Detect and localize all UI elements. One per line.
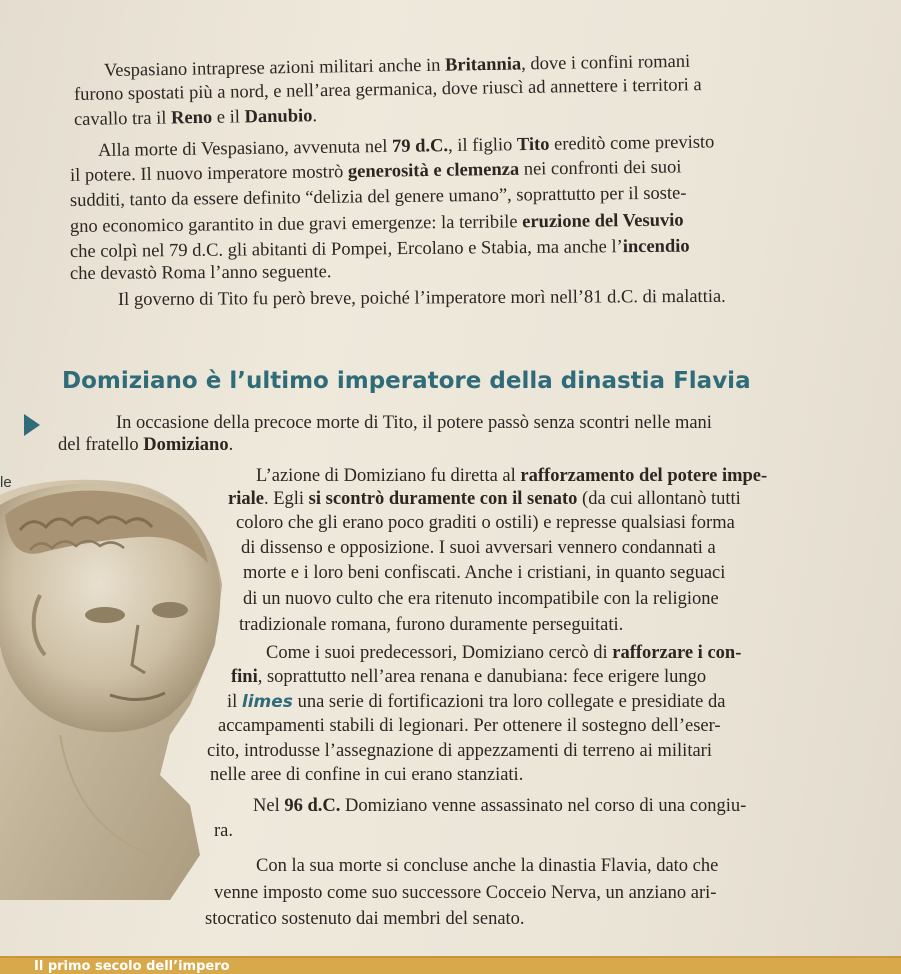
- text-line: Vespasiano intraprese azioni militari anche in Britannia, dove i confini romani: [103, 51, 691, 81]
- text-line: coloro che gli erano poco graditi o ostili) e represse qualsiasi forma: [236, 513, 735, 533]
- text-line: di dissenso e opposizione. I suoi avversari vennero condannati a: [241, 538, 716, 558]
- text-line: tradizionale romana, furono duramente perseguitati.: [239, 615, 624, 635]
- text-line: cito, introdusse l’assegnazione di appezzamenti di terreno ai militari: [207, 741, 712, 761]
- play-triangle-icon: [24, 414, 40, 436]
- text-line: venne imposto come suo successore Cocceio Nerva, un anziano ari-: [214, 883, 717, 903]
- text-line: di un nuovo culto che era ritenuto incompatibile con la religione: [243, 589, 719, 609]
- text-line: riale. Egli si scontrò duramente con il senato (da cui allontanò tutti: [228, 489, 741, 509]
- text-line: Alla morte di Vespasiano, avvenuta nel 79 d.C., il figlio Tito ereditò come previsto: [97, 132, 715, 161]
- text-line: In occasione della precoce morte di Tito, il potere passò senza scontri nelle mani: [116, 413, 712, 433]
- text-line: stocratico sostenuto dai membri del senato.: [205, 909, 525, 929]
- domitian-bust-image: [0, 475, 232, 905]
- cropped-text-fragment: le: [0, 474, 12, 491]
- text-line: Il governo di Tito fu però breve, poiché l’imperatore morì nell’81 d.C. di malattia.: [117, 286, 726, 310]
- text-line: gno economico garantito in due gravi emergenze: la terribile eruzione del Vesuvio: [69, 210, 684, 237]
- text-line: accampamenti stabili di legionari. Per ottenere il sostegno dell’eser-: [218, 716, 721, 736]
- text-line: del fratello Domiziano.: [58, 435, 234, 455]
- text-line: ra.: [214, 821, 233, 841]
- text-line: il limes una serie di fortificazioni tra loro collegate e presidiate da: [227, 692, 726, 712]
- text-line: nelle aree di confine in cui erano stanziati.: [210, 765, 524, 785]
- text-line: Nel 96 d.C. Domiziano venne assassinato nel corso di una congiu-: [253, 796, 747, 816]
- text-line: cavallo tra il Reno e il Danubio.: [73, 106, 318, 130]
- text-line: Come i suoi predecessori, Domiziano cercò di rafforzare i con-: [266, 643, 742, 663]
- chapter-footer-title: Il primo secolo dell’impero: [34, 959, 230, 974]
- text-line: sudditi, tanto da essere definito “delizia del genere umano”, soprattutto per il soste-: [69, 183, 687, 211]
- text-line: il potere. Il nuovo imperatore mostrò generosità e clemenza nei confronti dei suoi: [69, 157, 682, 186]
- text-line: L’azione di Domiziano fu diretta al rafforzamento del potere impe-: [256, 466, 768, 486]
- text-line: che devastò Roma l’anno seguente.: [69, 262, 332, 284]
- text-line: Con la sua morte si concluse anche la dinastia Flavia, dato che: [256, 856, 719, 876]
- text-line: fini, soprattutto nell’area renana e danubiana: fece erigere lungo: [231, 667, 707, 687]
- text-line: furono spostati più a nord, e nell’area germanica, dove riuscì ad annettere i territori a: [73, 75, 702, 105]
- text-line: morte e i loro beni confiscati. Anche i cristiani, in quanto seguaci: [243, 563, 726, 583]
- text-line: che colpì nel 79 d.C. gli abitanti di Pompei, Ercolano e Stabia, ma anche l’incendio: [69, 236, 690, 262]
- section-heading: Domiziano è l’ultimo imperatore della dinastia Flavia: [62, 368, 751, 394]
